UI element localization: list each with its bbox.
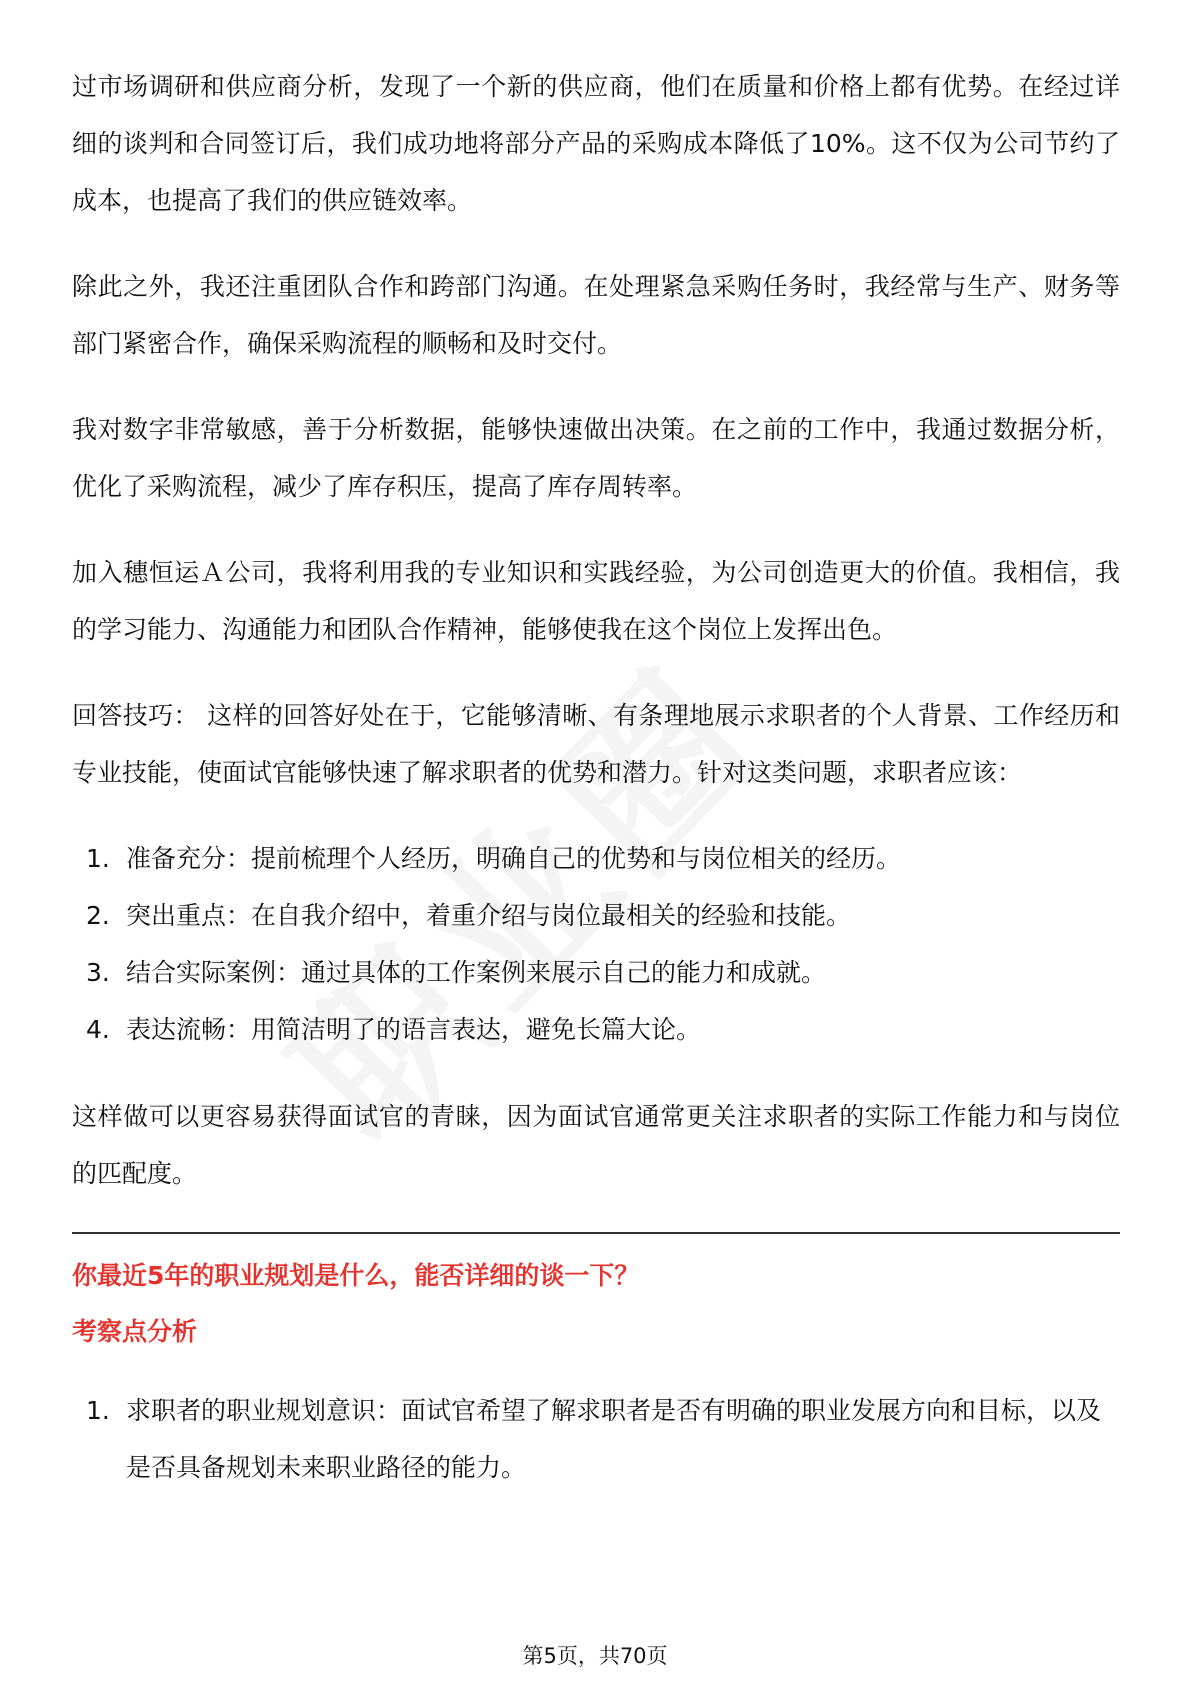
page-content [72,58,1120,1526]
tips-list [72,830,1120,1058]
list-item [72,1001,1120,1058]
list-item [72,887,1120,944]
list-item [72,944,1120,1001]
list-number: 4. [86,1015,110,1044]
list-text: 结合实际案例：通过具体的工作案例来展示自己的能力和成就。 [126,958,827,987]
list-item [72,830,1120,887]
list-number: 1. [86,844,110,873]
question-heading: 你最近5年的职业规划是什么，能否详细的谈一下？ [72,1261,640,1290]
list-text: 突出重点：在自我介绍中，着重介绍与岗位最相关的经验和技能。 [126,901,852,930]
paragraph: 我对数字非常敏感，善于分析数据，能够快速做出决策。在之前的工作中，我通过数据分析，优化了采购流程，减少了库存积压，提高了库存周转率。 [72,415,1120,501]
analysis-heading: 考察点分析 [72,1317,198,1346]
list-number: 1. [86,1396,110,1425]
section-divider [72,1232,1120,1234]
paragraph: 除此之外，我还注重团队合作和跨部门沟通。在处理紧急采购任务时，我经常与生产、财务等部门紧密合作，确保采购流程的顺畅和及时交付。 [72,272,1120,358]
list-number: 2. [86,901,110,930]
paragraph: 加入穗恒运Ａ公司，我将利用我的专业知识和实践经验，为公司创造更大的价值。我相信，我的学习能力、沟通能力和团队合作精神，能够使我在这个岗位上发挥出色。 [72,558,1120,644]
list-number: 3. [86,958,110,987]
list-item [72,1382,1120,1496]
analysis-list [72,1382,1120,1496]
page-footer: 第5页，共70页 [522,1644,668,1668]
closing-paragraph: 这样做可以更容易获得面试官的青睐，因为面试官通常更关注求职者的实际工作能力和与岗位的匹配度。 [72,1102,1120,1188]
list-text: 表达流畅：用简洁明了的语言表达，避免长篇大论。 [126,1015,702,1044]
list-text: 准备充分：提前梳理个人经历，明确自己的优势和与岗位相关的经历。 [126,844,902,873]
paragraph: 过市场调研和供应商分析，发现了一个新的供应商，他们在质量和价格上都有优势。在经过详细的谈判和合同签订后，我们成功地将部分产品的采购成本降低了10%。这不仅为公司节约了成本，也提高了我们的供应链效率。 [72,72,1120,215]
list-text: 求职者的职业规划意识：面试官希望了解求职者是否有明确的职业发展方向和目标，以及是否具备规划未来职业路径的能力。 [126,1396,1102,1482]
answer-tips-paragraph: 回答技巧： 这样的回答好处在于，它能够清晰、有条理地展示求职者的个人背景、工作经历和专业技能，使面试官能够快速了解求职者的优势和潜力。针对这类问题，求职者应该： [72,701,1120,787]
